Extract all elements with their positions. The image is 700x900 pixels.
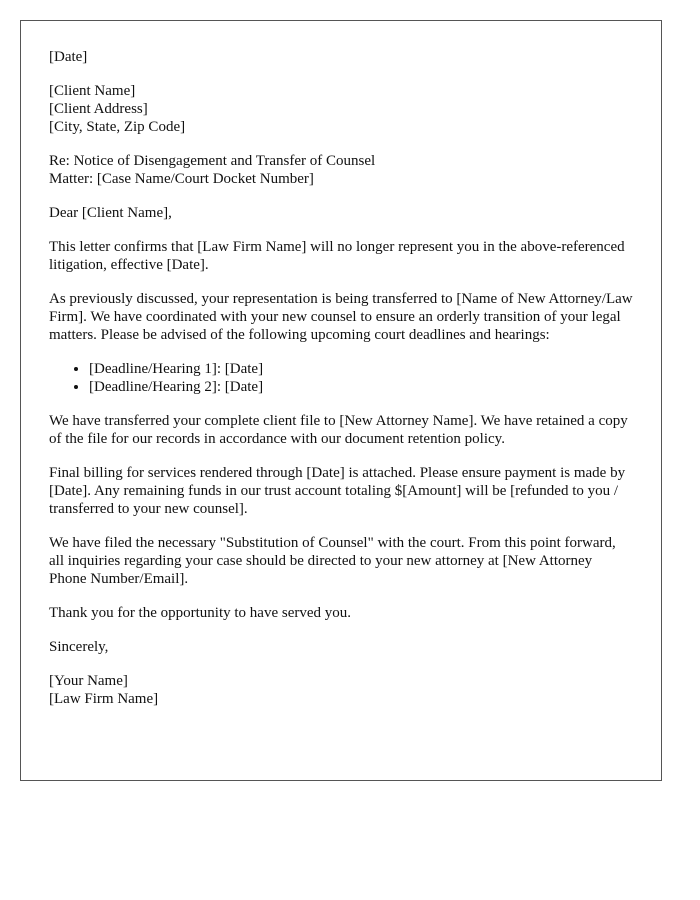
closing: Sincerely, — [49, 639, 109, 655]
paragraph-transfer: As previously discussed, your representation is being transferred to [Name of New Attorney/Law Firm]. We have coordinated with your new counsel to ensure an orderly transition of your legal matters. Please be advised of the following upcoming court deadlines and hearings: — [49, 291, 633, 343]
deadlines-list — [49, 360, 633, 396]
signature-block — [49, 672, 633, 708]
paragraph-client-file: We have transferred your complete client file to [New Attorney Name]. We have retained a copy of the file for our records in accordance with our document retention policy. — [49, 413, 628, 447]
letter-page — [20, 20, 662, 781]
client-name: [Client Name] — [49, 83, 136, 99]
signer-name: [Your Name] — [49, 673, 128, 689]
letter-date: [Date] — [49, 49, 88, 65]
paragraph-billing: Final billing for services rendered through [Date] is attached. Please ensure payment is made by [Date]. Any remaining funds in our trust account totaling $[Amount] will be [refunded to you / transferred to your new counsel]. — [49, 465, 626, 517]
re-subject: Re: Notice of Disengagement and Transfer of Counsel — [49, 153, 376, 169]
reference-block — [49, 152, 633, 188]
salutation: Dear [Client Name], — [49, 205, 172, 221]
client-address-block — [49, 82, 633, 136]
client-city-state-zip: [City, State, Zip Code] — [49, 119, 186, 135]
paragraph-thanks: Thank you for the opportunity to have served you. — [49, 605, 352, 621]
signer-firm: [Law Firm Name] — [49, 691, 159, 707]
paragraph-substitution: We have filed the necessary "Substitution of Counsel" with the court. From this point forward, all inquiries regarding your case should be directed to your new attorney at [New Attorney Phone Number/Email]. — [49, 535, 616, 587]
list-item: • [Deadline/Hearing 1]: [Date] — [89, 360, 633, 378]
client-address: [Client Address] — [49, 101, 148, 117]
re-matter: Matter: [Case Name/Court Docket Number] — [49, 171, 314, 187]
list-item: • [Deadline/Hearing 2]: [Date] — [89, 378, 633, 396]
paragraph-disengagement: This letter confirms that [Law Firm Name] will no longer represent you in the above-referenced litigation, effective [Date]. — [49, 239, 625, 273]
